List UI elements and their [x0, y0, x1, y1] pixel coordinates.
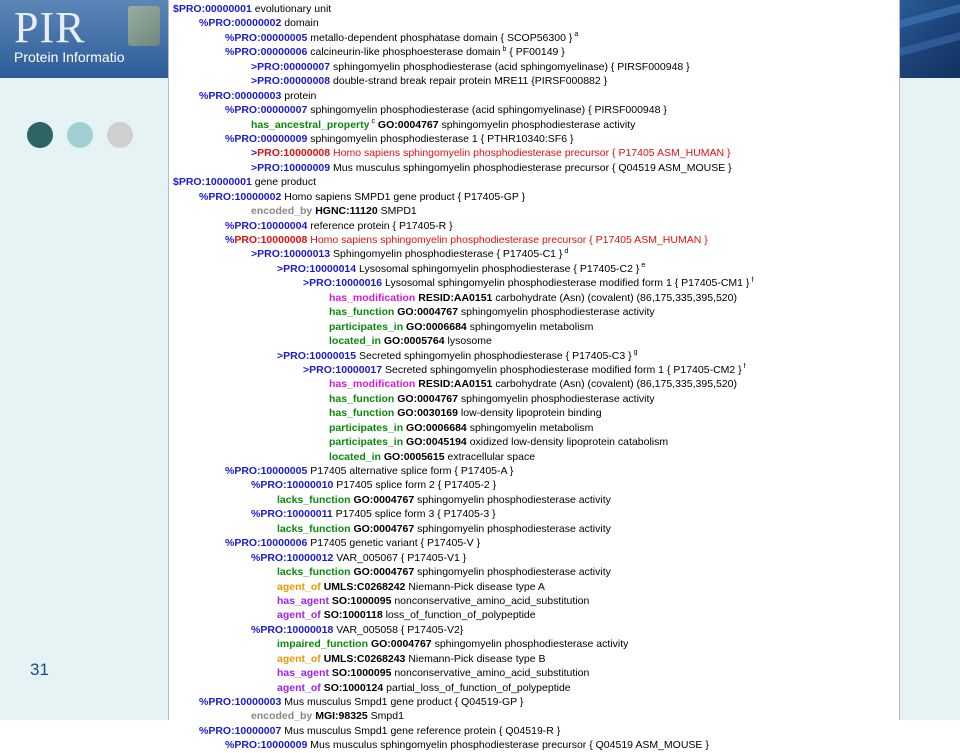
relation-desc: sphingomyelin phosphodiesterase activity: [460, 306, 655, 319]
term-row: [173, 363, 897, 377]
relation-row: [173, 493, 897, 507]
relation-desc: extracellular space: [447, 450, 536, 463]
banner-decoration: [900, 0, 960, 78]
relation-row: [173, 565, 897, 579]
relation-value: RESID:AA0151: [418, 378, 493, 391]
term-id: PRO:10000003: [208, 696, 282, 708]
term-row: [173, 31, 897, 45]
relation-value: GO:0030169: [397, 407, 458, 420]
relation-desc: Niemann-Pick disease type B: [408, 652, 546, 665]
term-row: [173, 219, 897, 233]
relation-value: GO:0004767: [397, 392, 458, 405]
relation-row: [173, 435, 897, 449]
term-desc: double-strand break repair protein MRE11 {PIRSF000882 }: [333, 75, 608, 88]
term-prefix: %: [225, 104, 235, 117]
term-row: [173, 2, 897, 16]
relation-label: lacks_function: [277, 522, 351, 535]
term-prefix: %: [225, 234, 235, 246]
term-row: [173, 103, 897, 117]
relation-desc: lysosome: [447, 335, 492, 348]
logo-text: PIR: [14, 3, 86, 52]
term-prefix: >: [251, 248, 258, 261]
term-prefix: >: [303, 363, 310, 376]
term-prefix: $: [173, 176, 179, 189]
term-id: PRO:10000011: [260, 508, 333, 521]
relation-value: UMLS:C0268243: [323, 652, 406, 665]
relation-value: SO:1000118: [323, 609, 383, 622]
relation-row: [173, 421, 897, 435]
term-prefix: %: [199, 190, 209, 203]
term-desc: calcineurin-like phosphoesterase domain: [310, 46, 501, 59]
logo-subtitle: Protein Informatio: [14, 49, 125, 65]
term-row: [173, 161, 897, 175]
term-id: PRO:10000006: [234, 537, 308, 550]
relation-label: lacks_function: [277, 493, 351, 506]
term-desc: metallo-dependent phosphatase domain { SCOP56300 }: [310, 31, 573, 44]
term-id: PRO:10000008: [234, 234, 308, 246]
term-desc: protein: [284, 89, 317, 102]
relation-value: GO:0005764: [383, 335, 445, 348]
term-desc: domain: [284, 17, 319, 30]
relation-label: has_function: [329, 392, 395, 405]
relation-value: GO:0006684: [406, 421, 467, 434]
footnote-marker: f: [743, 363, 746, 371]
term-id: PRO:00000006: [234, 46, 308, 59]
footnote-marker: c: [371, 118, 375, 125]
relation-desc: SMPD1: [380, 205, 417, 218]
term-row: [173, 190, 897, 204]
term-prefix: %: [225, 46, 235, 59]
term-prefix: %: [251, 508, 261, 521]
term-id: PRO:10000007: [208, 724, 282, 737]
relation-row: [173, 681, 897, 695]
term-desc: gene product: [254, 176, 317, 189]
logo-decoration: [128, 6, 160, 46]
relation-desc: loss_of_function_of_polypeptide: [385, 609, 536, 622]
term-prefix: %: [199, 696, 209, 708]
term-row: [173, 507, 897, 521]
relation-desc: carbohydrate (Asn) (covalent) (86,175,335,395,520): [495, 378, 737, 391]
term-row: [173, 146, 897, 160]
term-id: PRO:00000002: [208, 17, 282, 30]
term-desc: VAR_005067 { P17405-V1 }: [336, 551, 467, 564]
term-id: PRO:10000009: [257, 161, 331, 174]
term-row: [173, 132, 897, 146]
relation-desc: sphingomyelin phosphodiesterase activity: [434, 638, 629, 651]
term-id: PRO:10000005: [234, 465, 308, 477]
slide-number: 31: [30, 660, 49, 679]
relation-row: [173, 709, 897, 723]
term-desc: Homo sapiens sphingomyelin phosphodiesterase precursor { P17405 ASM_HUMAN }: [310, 234, 708, 246]
term-id: PRO:10000008: [257, 147, 331, 160]
relation-label: located_in: [329, 335, 381, 348]
relation-value: UMLS:C0268242: [323, 580, 406, 593]
term-desc: P17405 genetic variant { P17405-V }: [310, 537, 481, 550]
relation-value: RESID:AA0151: [418, 291, 493, 304]
term-row: [173, 623, 897, 637]
term-id: PRO:00000001: [178, 3, 252, 15]
term-prefix: %: [199, 724, 209, 737]
term-desc: Mus musculus sphingomyelin phosphodiesterase precursor { Q04519 ASM_MOUSE }: [310, 739, 709, 752]
term-row: [173, 60, 897, 74]
term-desc: Secreted sphingomyelin phosphodiesterase { P17405-C3 }: [359, 349, 632, 362]
term-desc: Sphingomyelin phosphodiesterase { P17405-C1 }: [333, 248, 563, 261]
term-prefix: %: [225, 465, 235, 477]
term-id: PRO:10000012: [260, 551, 334, 564]
term-prefix: %: [225, 219, 235, 232]
term-desc: P17405 alternative splice form { P17405-A }: [310, 465, 514, 477]
relation-row: [173, 637, 897, 651]
term-prefix: >: [251, 147, 258, 160]
relation-row: [173, 522, 897, 536]
term-id: PRO:10000016: [309, 277, 383, 290]
relation-label: located_in: [329, 450, 381, 463]
term-desc: Mus musculus Smpd1 gene product { Q04519-GP }: [284, 696, 524, 708]
term-id: PRO:00000009: [234, 132, 308, 145]
term-row: [173, 536, 897, 550]
relation-value: GO:0004767: [353, 566, 415, 579]
relation-label: has_function: [329, 407, 395, 420]
relation-desc: sphingomyelin phosphodiesterase activity: [417, 493, 611, 506]
relation-label: agent_of: [277, 652, 321, 665]
relation-label: has_function: [329, 306, 395, 319]
term-row: [173, 464, 897, 478]
decorative-dot-gray: [107, 122, 133, 148]
pir-logo: [0, 0, 170, 78]
relation-label: agent_of: [277, 609, 321, 622]
term-id: PRO:10000014: [283, 262, 357, 275]
term-row: [173, 695, 897, 709]
term-id: PRO:10000013: [257, 248, 331, 261]
term-desc: Lysosomal sphingomyelin phosphodiesterase modified form 1 { P17405-CM1 }: [385, 277, 750, 290]
relation-value: GO:0004767: [353, 493, 415, 506]
relation-row: [173, 392, 897, 406]
relation-label: participates_in: [329, 421, 404, 434]
term-prefix: >: [303, 277, 310, 290]
term-id: PRO:10000002: [208, 190, 282, 203]
relation-label: encoded_by: [251, 205, 313, 218]
term-row: [173, 478, 897, 492]
relation-value: GO:0004767: [397, 306, 458, 319]
relation-label: has_modification: [329, 378, 416, 391]
term-prefix: >: [251, 60, 258, 73]
term-desc: Homo sapiens sphingomyelin phosphodiesterase precursor { P17405 ASM_HUMAN }: [333, 147, 731, 160]
term-desc: P17405 splice form 2 { P17405-2 }: [336, 479, 497, 492]
term-row: [173, 349, 897, 363]
relation-desc: sphingomyelin phosphodiesterase activity: [417, 522, 611, 535]
relation-row: [173, 594, 897, 608]
term-prefix: >: [251, 161, 258, 174]
term-desc: Lysosomal sphingomyelin phosphodiesterase { P17405-C2 }: [359, 262, 640, 275]
relation-label: has_agent: [277, 594, 329, 607]
term-row: [173, 276, 897, 290]
relation-desc: nonconservative_amino_acid_substitution: [394, 667, 590, 680]
term-id: PRO:10000017: [309, 363, 383, 376]
term-desc: Secreted sphingomyelin phosphodiesterase modified form 1 { P17405-CM2 }: [385, 363, 742, 376]
term-prefix: %: [225, 537, 235, 550]
footnote-marker: f: [751, 276, 754, 284]
term-desc: evolutionary unit: [254, 3, 332, 15]
relation-row: [173, 666, 897, 680]
relation-row: [173, 291, 897, 305]
ontology-tree-figure: [168, 0, 900, 752]
relation-row: [173, 406, 897, 420]
term-prefix: %: [199, 17, 209, 30]
term-desc: sphingomyelin phosphodiesterase 1 { PTHR10340:SF6 }: [310, 132, 574, 145]
term-id: PRO:10000018: [260, 623, 334, 636]
relation-label: has_ancestral_property: [251, 118, 370, 131]
term-prefix: %: [225, 31, 235, 44]
term-desc: Mus musculus Smpd1 gene reference protein { Q04519-R }: [284, 724, 561, 737]
term-prefix: %: [225, 739, 235, 752]
relation-row: [173, 204, 897, 218]
relation-desc: Smpd1: [370, 710, 404, 723]
term-prefix: >: [277, 262, 284, 275]
relation-label: participates_in: [329, 436, 404, 449]
term-row: [173, 738, 897, 752]
term-desc: sphingomyelin phosphodiesterase (acid sphingomyelinase) { PIRSF000948 }: [310, 104, 667, 117]
relation-desc: partial_loss_of_function_of_polypeptide: [386, 681, 571, 694]
footnote-marker: e: [641, 262, 646, 270]
footnote-marker: b: [502, 45, 507, 53]
term-id: PRO:10000015: [283, 349, 357, 362]
relation-value: GO:0004767: [377, 118, 439, 131]
relation-value: GO:0004767: [353, 522, 415, 535]
term-desc: Homo sapiens SMPD1 gene product { P17405-GP }: [284, 190, 526, 203]
ontology-tree: [173, 2, 897, 753]
term-prefix: >: [277, 349, 284, 362]
term-row: [173, 724, 897, 738]
relation-label: impaired_function: [277, 638, 369, 651]
relation-value: GO:0004767: [370, 638, 432, 651]
relation-desc: low-density lipoprotein binding: [460, 407, 602, 420]
term-id: PRO:00000007: [257, 60, 331, 73]
term-desc: P17405 splice form 3 { P17405-3 }: [335, 508, 496, 521]
term-id: PRO:10000004: [234, 219, 308, 232]
relation-label: agent_of: [277, 580, 321, 593]
relation-value: SO:1000124: [323, 681, 384, 694]
relation-row: [173, 118, 897, 132]
term-prefix: %: [199, 89, 209, 102]
term-row: [173, 233, 897, 247]
relation-desc: nonconservative_amino_acid_substitution: [394, 594, 590, 607]
relation-desc: sphingomyelin phosphodiesterase activity: [417, 566, 611, 579]
relation-value: GO:0005615: [383, 450, 445, 463]
relation-value: GO:0045194: [406, 436, 467, 449]
term-row: [173, 45, 897, 59]
term-desc: sphingomyelin phosphodiesterase (acid sphingomyelinase) { PIRSF000948 }: [333, 60, 690, 73]
term-prefix: %: [225, 132, 235, 145]
left-side-panel: [0, 78, 168, 720]
relation-label: participates_in: [329, 320, 404, 333]
term-prefix: >: [251, 75, 258, 88]
term-id: PRO:00000003: [208, 89, 282, 102]
relation-value: GO:0006684: [406, 320, 467, 333]
relation-label: lacks_function: [277, 566, 351, 579]
term-row: [173, 247, 897, 261]
term-desc: VAR_005058 { P17405-V2}: [336, 623, 464, 636]
relation-label: has_agent: [277, 667, 329, 680]
footnote-marker: g: [633, 349, 638, 356]
term-row: [173, 175, 897, 189]
relation-value: HGNC:11120: [315, 205, 378, 218]
relation-desc: sphingomyelin metabolism: [469, 320, 594, 333]
relation-label: agent_of: [277, 681, 321, 694]
decorative-dot-dark: [27, 122, 53, 148]
relation-row: [173, 652, 897, 666]
relation-label: encoded_by: [251, 710, 313, 723]
footnote-marker: a: [574, 31, 579, 39]
term-id: PRO:10000009: [234, 739, 308, 752]
relation-value: MGI:98325: [315, 710, 368, 723]
term-prefix: %: [251, 479, 261, 492]
relation-row: [173, 450, 897, 464]
relation-value: SO:1000095: [331, 594, 392, 607]
relation-desc: sphingomyelin phosphodiesterase activity: [441, 118, 636, 131]
relation-row: [173, 305, 897, 319]
decorative-dot-light: [67, 122, 93, 148]
term-id: PRO:10000010: [260, 479, 334, 492]
relation-desc: Niemann-Pick disease type A: [408, 580, 545, 593]
term-prefix: $: [173, 3, 179, 15]
term-prefix: %: [251, 623, 261, 636]
term-id: PRO:00000008: [257, 75, 331, 88]
term-desc: reference protein { P17405-R }: [310, 219, 453, 232]
relation-label: has_modification: [329, 291, 416, 304]
term-desc: Mus musculus sphingomyelin phosphodiesterase precursor { Q04519 ASM_MOUSE }: [333, 161, 732, 174]
relation-row: [173, 377, 897, 391]
relation-desc: sphingomyelin phosphodiesterase activity: [460, 392, 655, 405]
footnote-marker: d: [564, 247, 569, 255]
right-side-panel: [900, 78, 960, 720]
relation-value: SO:1000095: [331, 667, 392, 680]
term-row: [173, 262, 897, 276]
relation-desc: oxidized low-density lipoprotein catabolism: [469, 436, 669, 449]
relation-row: [173, 334, 897, 348]
relation-desc: sphingomyelin metabolism: [469, 421, 594, 434]
term-id: PRO:00000007: [234, 104, 308, 117]
relation-row: [173, 580, 897, 594]
term-prefix: %: [251, 551, 261, 564]
relation-desc: carbohydrate (Asn) (covalent) (86,175,335,395,520): [495, 291, 737, 304]
term-id: PRO:10000001: [178, 176, 252, 189]
term-row: [173, 89, 897, 103]
term-row: [173, 74, 897, 88]
term-row: [173, 551, 897, 565]
term-row: [173, 16, 897, 30]
relation-row: [173, 608, 897, 622]
term-id: PRO:00000005: [234, 31, 308, 44]
relation-row: [173, 320, 897, 334]
term-desc-extra: { PF00149 }: [509, 46, 565, 59]
